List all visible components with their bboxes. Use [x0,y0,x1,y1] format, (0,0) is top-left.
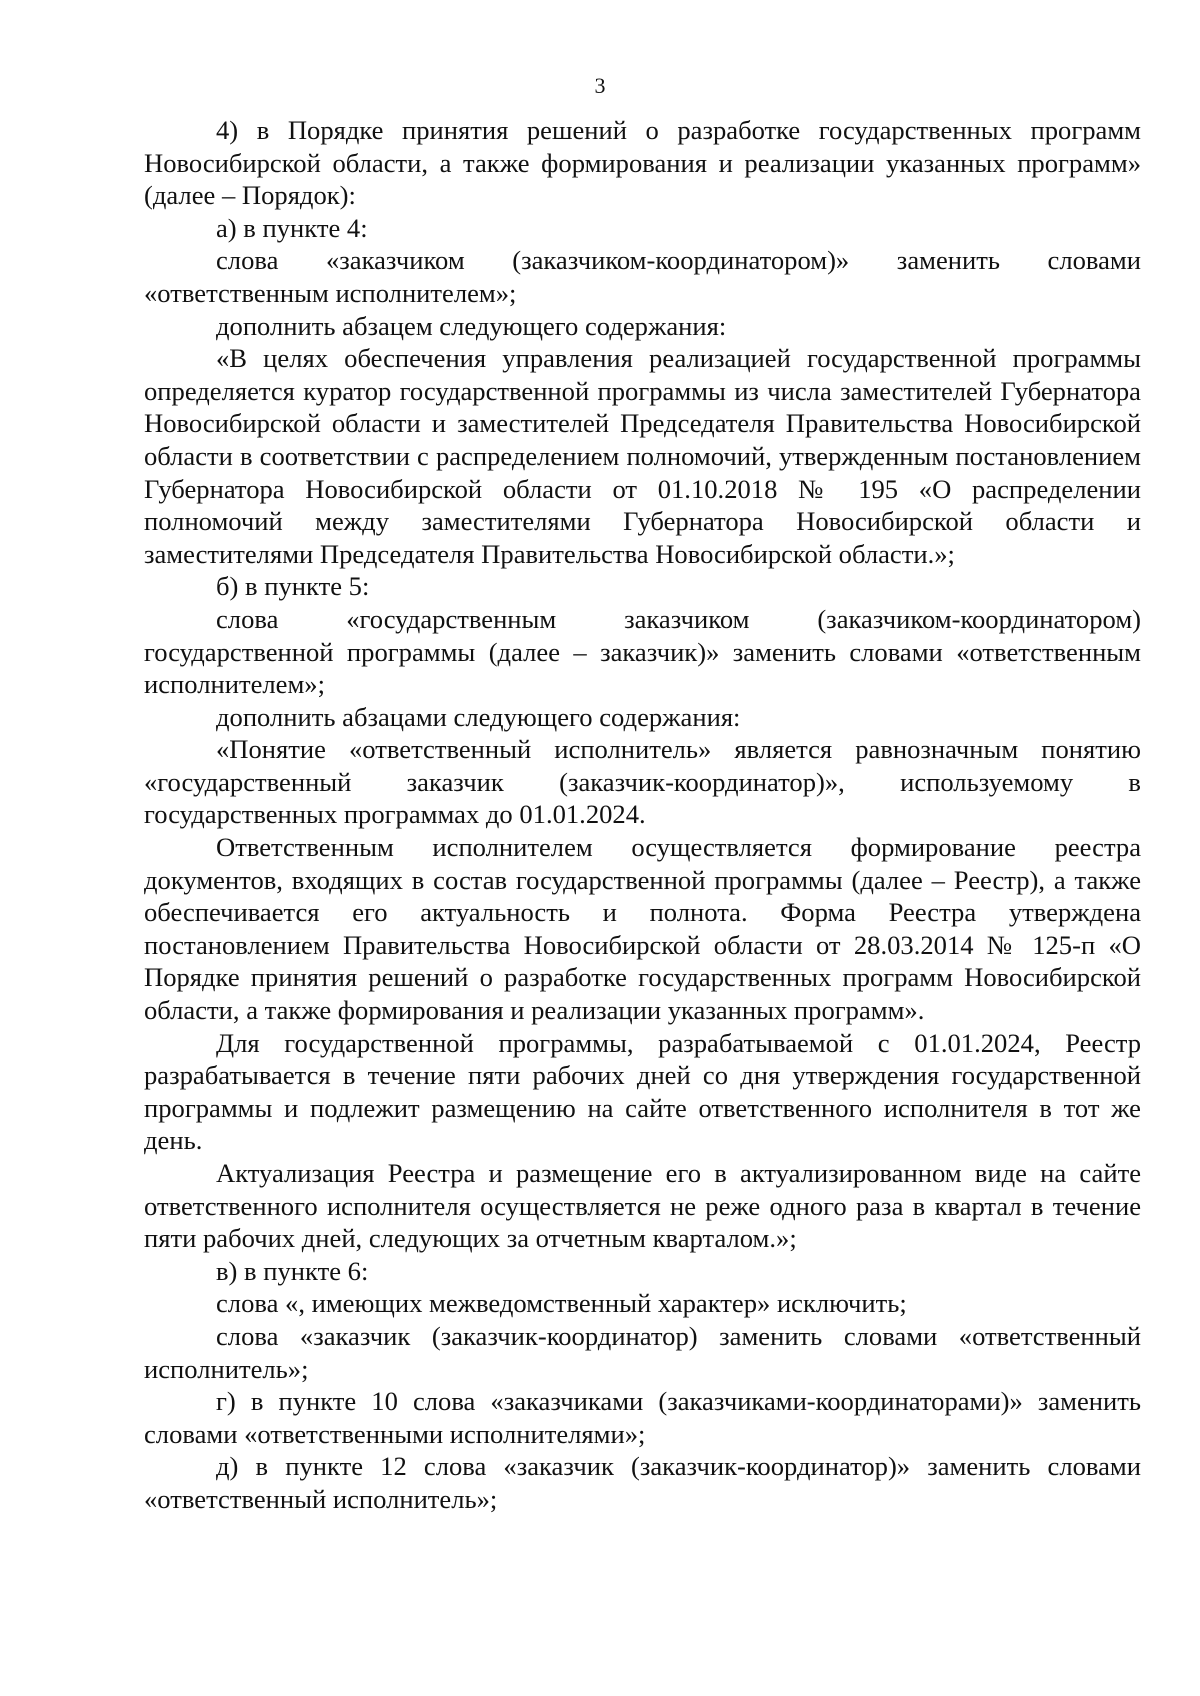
paragraph-replace-words-3: слова «заказчик (заказчик-координатор) заменить словами «ответственный исполнитель»; [144,1320,1141,1384]
paragraph-add-abzats: дополнить абзацем следующего содержания: [216,310,727,341]
paragraph-replace-words-2: слова «государственным заказчиком (заказчиком-координатором) государственной программы (далее – заказчик)» заменить словами «ответственным исполнителем»; [144,603,1141,700]
paragraph-subitem-g: г) в пункте 10 слова «заказчиками (заказчиками-координаторами)» заменить словами «ответственными исполнителями»; [144,1386,1141,1449]
paragraph-subitem-b: б) в пункте 5: [216,571,370,602]
paragraph-subitem-d: д) в пункте 12 слова «заказчик (заказчик-координатор)» заменить словами «ответственный исполнитель»; [144,1451,1141,1514]
paragraph-replace-words-1: слова «заказчиком (заказчиком-координатором)» заменить словами «ответственным исполнителем»; [144,245,1141,308]
paragraph-registry-development: Для государственной программы, разрабатываемой с 01.01.2024, Реестр разрабатывается в течение пяти рабочих дней со дня утверждения государственной программы и подлежит размещению на сайте ответственного исполнителя в тот же день. [144,1027,1141,1156]
paragraph-concept: «Понятие «ответственный исполнитель» является равнозначным понятию «государственный заказчик (заказчик-координатор)», используемому в государственных программах до 01.01.2024. [144,734,1141,830]
paragraph-subitem-v: в) в пункте 6: [216,1255,369,1286]
paragraph-amendment-4: 4) в Порядке принятия решений о разработке государственных программ Новосибирской области, а также формирования и реализации указанных программ» (далее – Порядок): [144,115,1141,211]
paragraph-registry: Ответственным исполнителем осуществляется формирование реестра документов, входящих в состав государственной программы (далее – Реестр), а также обеспечивается его актуальность и полнота. Форма Реестра утверждена постановлением Правительства Новосибирской области от 28.03.2014 № 125-п «О Порядке принятия решений о разработке государственных программ Новосибирской области, а также формирования и реализации указанных программ». [144,832,1141,1026]
paragraph-add-abzatsy: дополнить абзацами следующего содержания: [216,701,741,732]
page-number: 3 [594,73,606,98]
paragraph-exclude-words: слова «, имеющих межведомственный характер» исключить; [216,1288,907,1319]
paragraph-subitem-a: а) в пункте 4: [216,212,368,243]
paragraph-registry-update: Актуализация Реестра и размещение его в актуализированном виде на сайте ответственного исполнителя осуществляется не реже одного раза в квартал в течение пяти рабочих дней, следующих за отчетным кварталом.»; [144,1158,1141,1254]
paragraph-curator: «В целях обеспечения управления реализацией государственной программы определяется куратор государственной программы из числа заместителей Губернатора Новосибирской области и заместителей Председателя Правительства Новосибирской области в соответствии с распределением полномочий, утвержденным постановлением Губернатора Новосибирской области от 01.10.2018 № 195 «О распределении полномочий между заместителями Губернатора Новосибирской области и заместителями Председателя Правительства Новосибирской области.»; [144,343,1141,569]
document-body [144,114,1141,1516]
